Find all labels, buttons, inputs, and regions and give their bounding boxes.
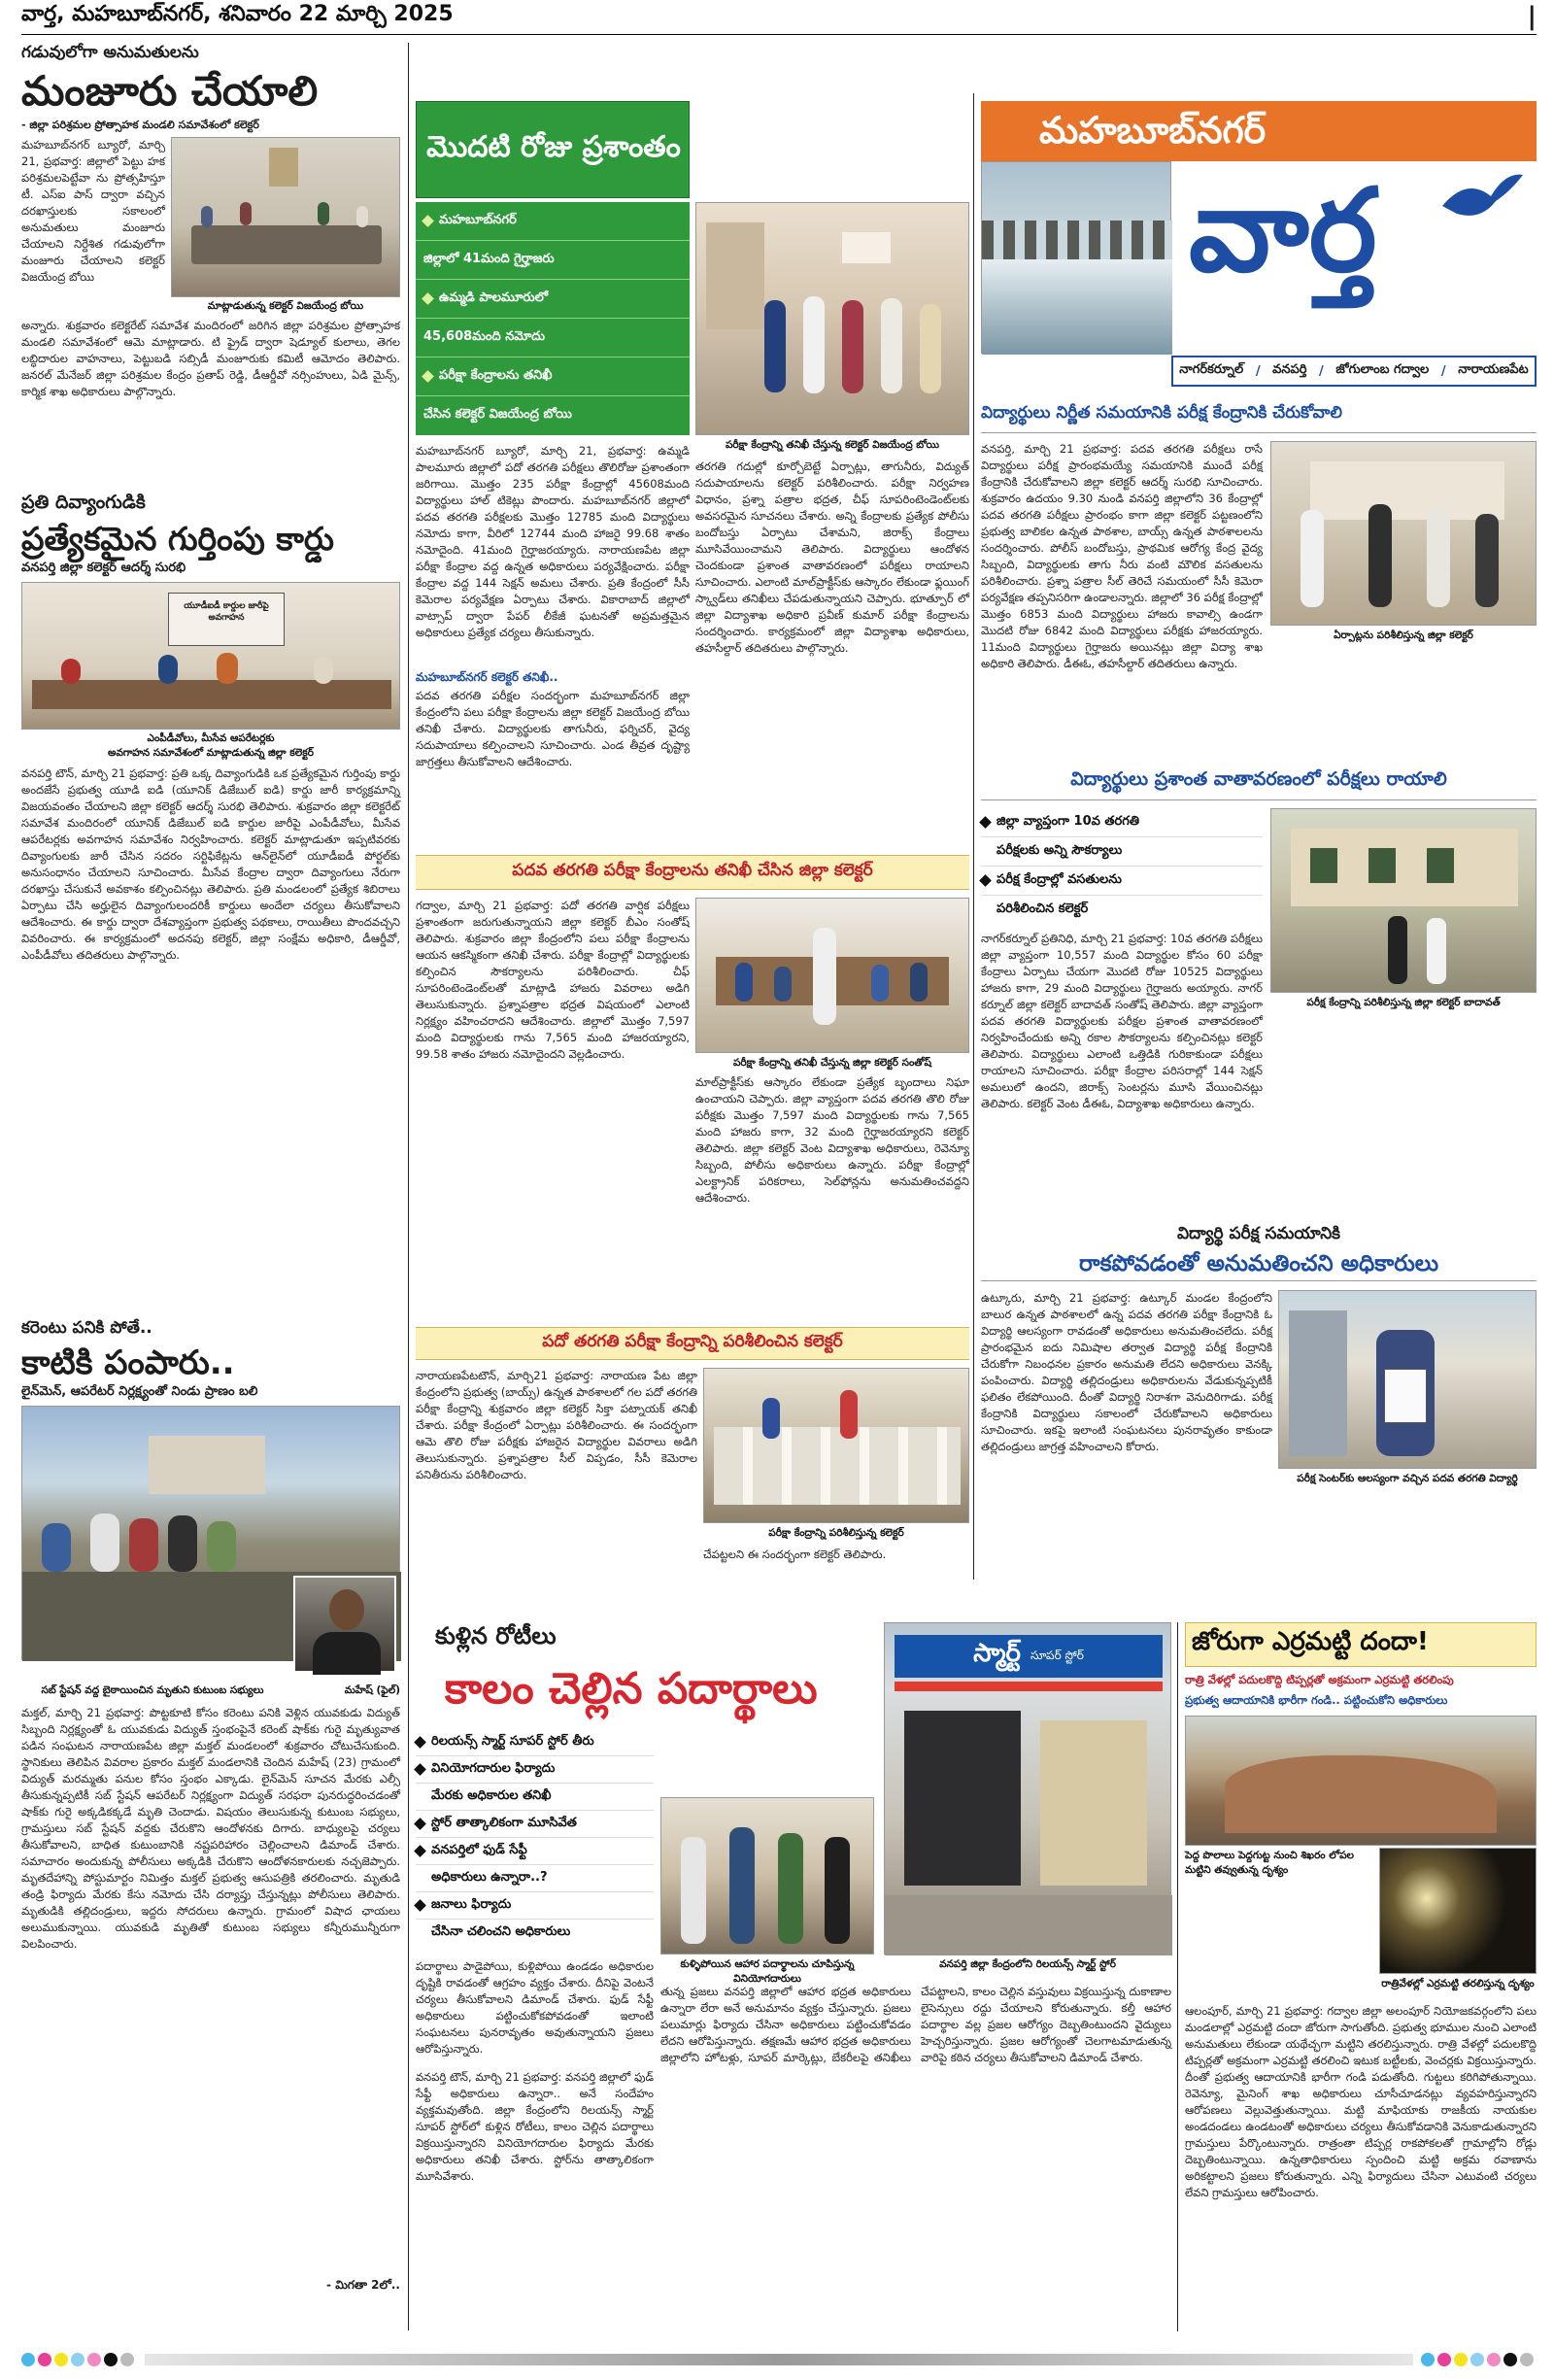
kicker: గడువులోగా అనుమతులను bbox=[21, 43, 199, 62]
subhead: - జిల్లా పరిశ్రమల ప్రోత్సాహక మండలి సమావేశంలో కలెక్టర్ bbox=[21, 119, 259, 131]
article-wanaparthy-exams bbox=[981, 396, 1537, 758]
column-rule bbox=[1177, 1622, 1178, 2331]
inspection-photo bbox=[695, 202, 969, 435]
night-truck-photo bbox=[1379, 1848, 1537, 1974]
district-label: జోగులాంబ గద్వాల bbox=[1335, 362, 1430, 377]
bullet-text: స్టోర్ తాత్కాలికంగా మూసివేత bbox=[431, 1815, 577, 1830]
headline: విద్యార్థులు ప్రశాంత వాతావరణంలో పరీక్షలు రాయాలి bbox=[1070, 768, 1447, 790]
inset-portrait bbox=[293, 1576, 396, 1673]
article-body: అన్నారు. శుక్రవారం కలెక్టరేట్ సమావేశ మందిరంలో జరిగిన జిల్లా పరిశ్రమల ప్రోత్సాహక మండలి సమావేశంలో ఆమె మాట్లాడారు. టి ఫ్రైడ్ ద్వారా షెడ్యూల్ కులాలు, తెగల లబ్ధిదారుల వాహనాలు, పెట్టుబడి సబ్సిడీ మంజూరుకు కమిటీ ఆమోదం తెలిపారు. జనరల్ మేనేజర్ జిల్లా పరిశ్రమల కేంద్రం ప్రతాప్ రెడ్డి, డీఆర్డీవో నర్సింహులు, ఏడి మైన్స్, కార్మిక శాఖ అధికారులు పాల్గొన్నారు. bbox=[21, 319, 404, 398]
inset-caption: మహేష్ (ఫైల్) bbox=[344, 1684, 400, 1696]
bullet-text: చేసినా చలించని అధికారులు bbox=[431, 1924, 571, 1939]
photo-caption: పరీక్ష సెంటర్‌కు ఆలస్యంగా వచ్చిన పదవ తరగతి విద్యార్థి bbox=[1297, 1473, 1518, 1484]
article-body: మహబూబ్‌నగర్ బ్యూరో, మార్చి 21, ప్రభవార్త: జిల్లాలో పెట్టు హక పరిశ్రమలపెట్టేవా ను ప్రోత్సహిస్తూ టీ. ఎస్ఐ పాస్ ద్వారా వచ్చిన దరఖాస్తులకు సకాలంలో అనుమతులు మంజూరు చేయాలని నిర్దేశిత గడువులోగా మంజూరు చేయాలని కలెక్టర్ విజయేంద్ర బోయి bbox=[21, 138, 169, 284]
meeting-photo bbox=[171, 137, 400, 297]
consumers-photo bbox=[660, 1797, 874, 1955]
subhead: రాత్రి వేళల్లో పదులకొద్ది టిప్పర్లతో అక్రమంగా ఎర్రమట్టి తరలింపు bbox=[1185, 1673, 1454, 1686]
photo-caption: పరీక్షా కేంద్రాన్ని పరిశీలిస్తున్న కలెక్టర్ bbox=[768, 1527, 904, 1539]
bullet-text: ఉమ్మడి పాలమూరులో bbox=[439, 289, 548, 305]
headline: మొదటి రోజు ప్రశాంతం bbox=[426, 130, 681, 164]
article-body: మాల్‌ప్రాక్టీస్‌కు ఆస్కారం లేకుండా ప్రత్యేక బృందాలు నిఘా ఉంచాయని చెప్పారు. జిల్లా వ్యాప్తంగా పదవ తరగతి తొలి రోజు పరీక్షకు మొత్తం 7,597 మంది విద్యార్థులకు గాను 7,565 మంది హాజరు కాగా, 32 మంది గైర్హాజరయ్యారని కలెక్టర్ తెలిపారు. జిల్లా కలెక్టర్ వెంట విద్యాశాఖ అధికారులు, రెవెన్యూ సిబ్బంది, పోలీసు అధికారులు ఉన్నారు. పరీక్షా కేంద్రాల్లో ఎలక్ట్రానిక్ పరికరాలు, సెల్‌ఫోన్లను అనుమతించవద్దని ఆదేశించారు. bbox=[695, 1075, 973, 1205]
headline: మంజూరు చేయాలి bbox=[21, 67, 319, 115]
store-sign: సూపర్ స్టోర్ bbox=[1030, 1648, 1084, 1662]
subhead: వనపర్తి జిల్లా కలెక్టర్ ఆదర్శ్ సురభి bbox=[21, 561, 186, 575]
exam-hall-photo bbox=[703, 1368, 969, 1523]
column-rule bbox=[973, 93, 974, 1580]
photo-caption: సబ్ స్టేషన్ వద్ద బైఠాయించిన మృతుని కుటుంబ సభ్యులు bbox=[41, 1684, 264, 1696]
bullet-text: రిలయన్స్ స్మార్ట్ సూపర్ స్టోర్ తీరు bbox=[431, 1733, 594, 1749]
headline-box bbox=[981, 764, 1537, 800]
article-industries bbox=[21, 43, 404, 485]
dam-photo bbox=[981, 161, 1171, 354]
bullet-text: మేరకు అధికారుల తనిఖీ bbox=[431, 1787, 552, 1803]
article-narayanpet bbox=[416, 1327, 969, 1580]
photo-caption: అవగాహన సమావేశంలో మాట్లాడుతున్న జిల్లా కలెక్టర్ bbox=[108, 747, 314, 759]
registration-strip bbox=[21, 2351, 1537, 2368]
article-body: చేపట్టలని ఈ సందర్భంగా కలెక్టర్ తెలిపారు. bbox=[703, 1547, 887, 1561]
article-body: వనపర్తి, మార్చి 21 ప్రభవార్త: పదవ తరగతి పరీక్షలు రాసే విద్యార్థులు పరీక్ష ప్రారంభమయ్యే సమయానికి ముందే పరీక్ష కేంద్రానికి చేరుకోవాలని జిల్లా కలెక్టర్ ఆదర్శ్ సురభి సూచించారు. శుక్రవారం ఉదయం 9.30 నుండి వనపర్తి జిల్లాలోని 36 కేంద్రాల్లో పదవ తరగతి పరీక్షలు ప్రారంభం కాగా జిల్లా కలెక్టర్ పట్టణంలోని ప్రభుత్వ బాలికల ఉన్నత పాఠశాల, బాయ్స్ ఉన్నత పాఠశాలలను సందర్శించారు. పోలీస్ బందోబస్తు, ప్రాథమిక ఆరోగ్య కేంద్ర వైద్య సిబ్బంది, విద్యార్థులకు తాగు నీరు వంటి మౌలిక వసతులను పరిశీలించారు. ప్రశ్నా పత్రాల సీల్ తెరిచే సమయంలో సీసీ కెమెరా పర్యవేక్షణ తప్పనిసరిగా ఉండాలన్నారు. జిల్లాలో 36 పరీక్ష కేంద్రాల్లో మొత్తం 6853 మంది విద్యార్థులు హాజరు కావాల్సి ఉండగా మొదటి రోజు 6842 మంది విద్యార్థులు పరీక్షకు హాజరయ్యారు. 11మంది విద్యార్థులు గైర్హాజరు అయినట్లు జిల్లా విద్యా శాఖ అధికారి తెలిపారు. డీఈఓ, తహసీల్దార్ తదితరులు ఉన్నారు. bbox=[981, 442, 1267, 670]
article-body: వనపర్తి టౌన్, మార్చి 21 ప్రభవార్త: ప్రతి ఒక్క దివ్యాంగుడికి ఒక ప్రత్యేకమైన గుర్తింపు కార్డు అందజేసే ప్రభుత్వ యూడి ఐడి (యూనిక్ డిజేబుల్ ఐడి) కార్డు జారీ కార్యక్రమాన్ని విజయవంతం చేయాలని జిల్లా కలెక్టర్ ఆదర్శ్ సురభి తెలిపారు. శుక్రవారం జిల్లా కలెక్టరేట్ సమావేశ మందిరంలో యూనిక్ డిజేబుల్ ఐడి కార్డుల జారీపై ఎంపీడీవోలు, మీసేవ ఆపరేటర్లకు అవగాహన సమావేశం నిర్వహించారు. కలెక్టర్ మాట్లాడుతూ ఇప్పటివరకు దివ్యాంగులకు జారీ చేసిన సదరం సర్టిఫికేట్లను ఆన్‌లైన్‌లో యూడీఐడీ పోర్టల్‌కు అనుసంధానం చేయాలని సూచించారు. మీసేవ కేంద్రాల ద్వారా దివ్యాంగులు నేరుగా దరఖాస్తు చేసుకునే అవకాశం కల్పించినట్లు తెలిపారు. ప్రతి మండలంలో ప్రత్యేక శిబిరాలు ఏర్పాటు చేసి అర్హులైన దివ్యాంగులందరికీ కార్డులు అందేలా చర్యలు తీసుకోవాలని ఆదేశించారు. ఈ కార్డు ద్వారా దేశవ్యాప్తంగా ప్రభుత్వ పథకాలు, రాయితీలు పొందవచ్చని వివరించారు. ఈ కార్యక్రమంలో అదనపు కలెక్టర్, జిల్లా సంక్షేమ అధికారి, డీఆర్డీవో, ఎంపీడీవోలు తదితరులు పాల్గొన్నారు. bbox=[21, 766, 404, 962]
bullet-text: మహబూబ్‌నగర్ bbox=[439, 212, 517, 227]
store-photo bbox=[884, 1622, 1171, 1955]
article-body-continued bbox=[1270, 649, 1537, 754]
masthead bbox=[981, 101, 1537, 389]
article-udid bbox=[21, 492, 404, 1312]
article-body: తున్న ప్రజలు వనపర్తి జిల్లాలో ఆహార భద్రత అధికారులు ఉన్నారా లేరా అనే అనుమానం వ్యక్తం చేస్తున్నారు. ప్రజలు పలుమార్లు ఫిర్యాదు చేసినా అధికారులు పట్టించుకోవడం లేదని ఆరోపిస్తున్నారు. తక్షణమే ఆహార భద్రత అధికారులు జిల్లాలోని హోటళ్లు, సూపర్ మార్కెట్లు, బేకరీలపై తనిఖీలు చేపట్టాలని, కాలం చెల్లిన వస్తువులు విక్రయిస్తున్న దుకాణాల లైసెన్సులు రద్దు చేయాలని కోరుతున్నారు. కల్తీ ఆహార పదార్థాల వల్ల ప్రజల ఆరోగ్యం దెబ్బతింటుందని వైద్యులు హెచ్చరిస్తున్నారు. ప్రజల ఆరోగ్యంతో చెలగాటమాడుతున్న వారిపై కఠిన చర్యలు తీసుకోవాలని డిమాండ్ చేశారు. bbox=[660, 1985, 1175, 2064]
masthead-city: మహబూబ్‌నగర్ bbox=[1039, 109, 1267, 152]
headline: కాటికి పంపారు.. bbox=[21, 1343, 235, 1382]
inspection-photo bbox=[695, 898, 969, 1053]
photo-caption: పరీక్ష కేంద్రాన్ని పరిశీలిస్తున్న జిల్లా కలెక్టర్ బాదావత్ bbox=[1306, 997, 1501, 1008]
bullet-text: జనాలు ఫిర్యాదు bbox=[431, 1896, 512, 1912]
headline: విద్యార్థులు నిర్ణీత సమయానికి పరీక్ష కేంద్రానికి చేరుకోవాలి bbox=[981, 402, 1342, 423]
headline: రాకపోవడంతో అనుమతించని అధికారులు bbox=[981, 1247, 1537, 1281]
mound-photo bbox=[1185, 1716, 1537, 1846]
headline: పదవ తరగతి పరీక్షా కేంద్రాలను తనిఖీ చేసిన జిల్లా కలెక్టర్ bbox=[512, 861, 873, 880]
store-sign: స్మార్ట్ bbox=[973, 1639, 1021, 1668]
article-reliance bbox=[416, 1622, 1175, 2331]
continued-marker: - మిగతా 2లో.. bbox=[326, 2278, 400, 2292]
article-body: తరగతి గదుల్లో కూర్చోబెట్టే ఏర్పాట్లు, తాగునీరు, విద్యుత్ సదుపాయాలను కలెక్టర్ పరిశీలించారు. పరీక్షా నిర్వహణ విధానం, ప్రశ్నా పత్రాల భద్రత, చీఫ్ సూపరింటెండెంట్‌లకు అవసరమైన సూచనలు చేశారు. అన్ని కేంద్రాలకు ప్రత్యేక పోలీసు బందోబస్తు ఏర్పాటు చేశామని, జిరాక్స్ కేంద్రాలు మూసివేయించామని తెలిపారు. విద్యార్థులు ఆందోళన చెందకుండా ప్రశాంత వాతావరణంలో పరీక్షలు రాయాలని సూచించారు. ఎలాంటి మాల్‌ప్రాక్టీస్‌కు ఆస్కారం లేకుండా ఫ్లయింగ్ స్క్వాడ్‌లు తనిఖీలు చేపడుతున్నాయని చెప్పారు. భూత్పూర్ లో జిల్లా విద్యాశాఖ అధికారి ప్రవీణ్ కుమార్ పరీక్షా కేంద్రాలను సందర్శించారు. కార్యక్రమంలో జిల్లా విద్యాశాఖ అధికారులు, తహసీల్దార్ తదితరులు పాల్గొన్నారు. bbox=[695, 459, 973, 655]
bullet-text: పరీక్షా కేంద్రాలను తనిఖీ bbox=[439, 367, 553, 383]
district-label: నారాయణపేట bbox=[1458, 362, 1529, 377]
subhead: మహబూబ్‌నగర్ కలెక్టర్ తనిఖీ.. bbox=[416, 670, 558, 684]
page-mark: | bbox=[1527, 2, 1537, 31]
headline: ప్రత్యేకమైన గుర్తింపు కార్డు bbox=[21, 520, 334, 558]
photo-caption: కుళ్ళిపోయిన ఆహార పదార్థాలను చూపిస్తున్న వినియోగదారులు bbox=[680, 1958, 855, 1985]
headline-box bbox=[416, 855, 969, 890]
subhead: లైన్‌మెన్, ఆపరేటర్ నిర్లక్ష్యంతో నిండు ప్రాణం బలి bbox=[21, 1384, 258, 1399]
article-late-student bbox=[981, 1224, 1537, 1581]
bullet-text: చేసిన కలెక్టర్ విజయేంద్ర బోయి bbox=[423, 407, 572, 422]
subhead: ప్రభుత్వ ఆదాయానికి భారీగా గండి.. పట్టించుకోని అధికారులు bbox=[1185, 1693, 1448, 1707]
student-photo bbox=[1278, 1290, 1537, 1469]
photo-caption: వనపర్తి జిల్లా కేంద్రంలోని రిలయన్స్ స్మార్ట్ స్టోర్ bbox=[939, 1958, 1116, 1970]
bullet-text: 45,608మంది నమోదు bbox=[423, 328, 545, 344]
photo-caption: పరీక్షా కేంద్రాన్ని తనిఖీ చేస్తున్న జిల్లా కలెక్టర్ సంతోష్ bbox=[732, 1057, 932, 1069]
district-label: నాగర్‌కర్నూల్ bbox=[1179, 362, 1244, 377]
bullet-text: పరీక్షలకు అన్ని సౌకర్యాలు bbox=[997, 842, 1123, 858]
photo-caption: ఏర్పాట్లను పరిశీలిస్తున్న జిల్లా కలెక్టర్ bbox=[1334, 629, 1473, 641]
kicker: ప్రతి దివ్యాంగుడికి bbox=[21, 492, 146, 513]
article-electrocution bbox=[21, 1318, 404, 2334]
article-body: మహబూబ్‌నగర్ బ్యూరో, మార్చి 21, ప్రభవార్త: ఉమ్మడి పాలమూరు జిల్లాలో పదో తరగతి పరీక్షలు తొలిరోజు ప్రశాంతంగా జరిగాయి. మొత్తం 235 పరీక్షా కేంద్రాల్లో 45608మంది విద్యార్థులు హాల్ టికెట్లు పొందారు. మహబూబ్‌నగర్ జిల్లాలో పదవ తరగతి పరీక్షలకు మొత్తం 12785 మంది విద్యార్థులు నమోదు కాగా, వీరిలో 12744 మంది హాజరై 99.68 శాతం నమోదైంది. 41మంది గైర్హాజరయ్యారు. నారాయణపేట జిల్లా పరీక్షా కేంద్రాల వద్ద ఉన్నత అధికారులు పర్యవేక్షించారు. పరీక్షా కేంద్రాల వద్ద 144 సెక్షన్ అమలు చేశారు. ప్రతి కేంద్రంలో సీసీ కెమెరాల పర్యవేక్షణ ఏర్పాటు చేశారు. వికారాబాద్ జిల్లాలో వాట్సాప్ ద్వారా పేపర్ లీకేజీ ఘటనతో అప్రమత్తమైన అధికారులు ప్రత్యేక చర్యలు తీసుకున్నారు. bbox=[416, 444, 693, 639]
photo-caption: పెద్ద పొలాలు పెద్దగుట్ట నుంచి శిఖరం లోపల మట్టిని తవ్వుతున్న దృశ్యం bbox=[1185, 1850, 1354, 1876]
column-rule bbox=[408, 43, 409, 2330]
article-nagarkurnool bbox=[981, 764, 1537, 1218]
bullet-text: వనపర్తిలో ఫుడ్ సేఫ్టీ bbox=[431, 1842, 527, 1857]
corridor-photo bbox=[1270, 441, 1537, 626]
photo-caption: రాత్రివేళల్లో ఎర్రమట్టి తరలిస్తున్న దృశ్యం bbox=[1381, 1978, 1535, 1989]
article-body: మక్తల్, మార్చి 21 ప్రభవార్త: పొట్టకూటి కోసం కరెంటు పనికి వెళ్లిన యువకుడు విద్యుత్ సిబ్బంది నిర్లక్ష్యంతో ఓ యువకుడు విద్యుత్ స్తంభంపైనే కరెంట్ షాక్‌కు గురై మృత్యువాత పడిన సంఘటన నారాయణపేట జిల్లా మక్తల్ మండలంలో శుక్రవారం చోటుచేసుకుంది. స్థానికులు తెలిపిన వివరాల ప్రకారం మక్తల్ మండలానికి చెందిన మహేష్ (23) గ్రామంలో విద్యుత్ మరమ్మతు పనుల కోసం స్తంభం ఎక్కాడు. లైన్‌మెన్ సూచన మేరకు ఎల్సీ తీసుకున్నప్పటికీ సబ్ స్టేషన్ ఆపరేటర్ నిర్లక్ష్యంగా విద్యుత్ సరఫరా పునరుద్ధరించడంతో షాక్‌కు గురై అక్కడికక్కడే మృతి చెందాడు. విషయం తెలుసుకున్న కుటుంబ సభ్యులు, గ్రామస్తులు సబ్ స్టేషన్ వద్దకు చేరుకొని ఆందోళనకు దిగారు. బాధ్యులపై చర్యలు తీసుకోవాలని, బాధిత కుటుంబానికి నష్టపరిహారం చెల్లించాలని డిమాండ్ చేశారు. సమాచారం అందుకున్న పోలీసులు అక్కడికి చేరుకొని ఆందోళనకారులకు నచ్చజెప్పారు. మృతదేహాన్ని పోస్టుమార్టం నిమిత్తం మక్తల్ ప్రభుత్వ ఆసుపత్రికి తరలించారు. మృతుడి తండ్రి ఫిర్యాదు మేరకు కేసు నమోదు చేసి దర్యాప్తు చేస్తున్నట్లు పోలీసులు తెలిపారు. మృతుడికి తల్లిదండ్రులు, ఇద్దరు సోదరులు ఉన్నారు. గ్రామంలో విషాద ఛాయలు అలుముకున్నాయి. యువకుడి మృతితో కుటుంబ సభ్యులు కన్నీరుమున్నీరుగా విలపించారు. bbox=[21, 1706, 404, 1951]
article-red-soil bbox=[1185, 1622, 1540, 2331]
bullet-text: పరిశీలించిన కలెక్టర్ bbox=[997, 901, 1089, 916]
page-header bbox=[21, 4, 1537, 35]
school-photo bbox=[1270, 808, 1537, 993]
article-body: ఉట్కూరు, మార్చి 21 ప్రభవార్త: ఉట్కూర్ మండల కేంద్రంలోని బాలుర ఉన్నత పాఠశాలలో ఉన్న పదవ తరగతి పరీక్షా కేంద్రానికి ఓ విద్యార్థి ఆలస్యంగా రావడంతో అధికారులు అనుమతించలేదు. పరీక్ష ప్రారంభమైన ఐదు నిమిషాల తర్వాత విద్యార్థి పరీక్ష కేంద్రానికి చేరుకోగా నిబంధనల ప్రకారం అనుమతి లేదని అధికారులు వెనక్కి పంపించారు. విద్యార్థి తల్లిదండ్రులు అధికారులను వేడుకున్నప్పటికీ ఫలితం లేకపోయింది. దీంతో విద్యార్థి నిరాశగా వెనుదిరిగాడు. పరీక్ష కేంద్రానికి విద్యార్థులు సకాలంలో చేరుకోవాలని అధికారులు సూచించారు. ఇకపై ఇలాంటి సంఘటనలు పునరావృతం కాకుండా తల్లిదండ్రులు జాగ్రత్త వహించాలని కోరారు. bbox=[981, 1291, 1276, 1453]
article-body: నారాయణపేటటౌన్, మార్చి21 ప్రభవార్త: నారాయణ పేట జిల్లా కేంద్రంలోని ప్రభుత్వ (బాయ్స్) ఉన్నత పాఠశాలలో గల పదో తరగతి పరీక్షా కేంద్రాన్ని శుక్రవారం జిల్లా కలెక్టర్ సిక్తా పట్నాయక్ తనిఖీ చేశారు. పరీక్షా కేంద్రంలో ఏర్పాట్లు పరిశీలించారు. ఈ సందర్భంగా ఆమె తొలి రోజు పరీక్షకు హాజరైన విద్యార్థుల వివరాలు అడిగి తెలుసుకున్నారు. ప్రశ్నాపత్రాల సీల్ విప్పడం, సీసీ కెమెరాల పనితీరును పరిశీలించారు. bbox=[416, 1369, 701, 1481]
headline: జోరుగా ఎర్రమట్టి దందా! bbox=[1185, 1622, 1537, 1667]
headline: పదో తరగతి పరీక్షా కేంద్రాన్ని పరిశీలించిన కలెక్టర్ bbox=[542, 1332, 843, 1351]
photo-caption: మాట్లాడుతున్న కలెక్టర్ విజయేంద్ర బోయి bbox=[207, 300, 364, 312]
district-strip: నాగర్‌కర్నూల్ / వనపర్తి / జోగులాంబ గద్వాల / నారాయణపేట bbox=[1171, 356, 1537, 387]
article-body: గద్వాల, మార్చి 21 ప్రభవార్త: పదో తరగతి వార్షిక పరీక్షలు ప్రశాంతంగా జరుగుతున్నాయని జిల్లా కలెక్టర్ బీఎం సంతోష్ తెలిపారు. శుక్రవారం జిల్లా కేంద్రంలోని పలు పరీక్షా కేంద్రాలను ఆయన ఆకస్మికంగా తనిఖీ చేశారు. పరీక్షా కేంద్రాల్లో విద్యార్థులకు కల్పించిన సౌకర్యాలను పరిశీలించారు. చీఫ్ సూపరింటెండెంట్‌లతో మాట్లాడి హాజరు వివరాలు అడిగి తెలుసుకున్నారు. ప్రశ్నాపత్రాల భద్రత విషయంలో ఎలాంటి నిర్లక్ష్యం వహించరాదని ఆదేశించారు. జిల్లాలో మొత్తం 7,597 మంది విద్యార్థులకు గాను 7,565 మంది హాజరయ్యారని, 99.58 శాతం హాజరు నమోదైందని వెల్లడించారు. bbox=[416, 899, 693, 1061]
header-dateline: వార్త, మహబూబ్‌నగర్, శనివారం 22 మార్చి 2025 bbox=[21, 2, 454, 26]
headline: కాలం చెల్లిన పదార్థాలు bbox=[445, 1664, 818, 1714]
article-body: పదార్థాలు పాడైపోయి, కుళ్లిపోయి ఉండడం అధికారుల దృష్టికి రావడంతో ఆగ్రహం వ్యక్తం చేశారు. దీనిపై వెంటనే చర్యలు తీసుకోవాలని డిమాండ్ చేశారు. ఫుడ్ సేఫ్టీ అధికారులు పట్టించుకోకపోవడంతో ఇలాంటి సంఘటనలు పునరావృతం అవుతున్నాయని ప్రజలు ఆరోపిస్తున్నారు. bbox=[416, 1959, 658, 2056]
kicker: కరెంటు పనికి పోతే.. bbox=[21, 1318, 152, 1338]
article-body: నాగర్‌కర్నూల్ ప్రతినిధి, మార్చి 21 ప్రభవార్త: 10వ తరగతి పరీక్షలు జిల్లా వ్యాప్తంగా 10,557 మంది విద్యార్థుల కోసం 60 పరీక్షా కేంద్రాలు ఏర్పాటు చేయగా మొదటి రోజు 10525 విద్యార్థులు హాజరు కాగా, 29 మంది విద్యార్థులు గైర్హాజరు అయ్యారు. నాగర్ కర్నూల్ జిల్లా కలెక్టర్ బాదావత్ సంతోష్ తెలిపారు. జిల్లా వ్యాప్తంగా పదవ తరగతి విద్యార్థులకు పరీక్షల ప్రశాంత వాతావరణంలో నిర్వహించేందుకు అన్ని రకాల సౌకర్యాలను కల్పించినట్లు కలెక్టర్ తెలిపారు. విద్యార్థులు ఎలాంటి ఒత్తిడికి గురికాకుండా పరీక్షలు రాయాలని సూచించారు. పరీక్షా కేంద్రాల పరిసరాల్లో 144 సెక్షన్ అమలులో ఉందని, జిరాక్స్ సెంటర్లను మూసి వేయించినట్లు తెలిపారు. కలెక్టర్ వెంట డీఈఓ, విద్యాశాఖ అధికారులు ఉన్నారు. bbox=[981, 932, 1267, 1110]
photo-caption: పరీక్షా కేంద్రాన్ని తనిఖీ చేస్తున్న కలెక్టర్ విజయేంద్ర బోయి bbox=[725, 439, 940, 451]
lead-story bbox=[416, 101, 973, 849]
banner: యూడీఐడీ కార్డుల జారీపై అవగాహన bbox=[168, 593, 285, 646]
headline-box bbox=[416, 1327, 969, 1360]
article-body: పదవ తరగతి పరీక్షల సందర్భంగా మహబూబ్‌నగర్ జిల్లా కేంద్రంలోని పలు పరీక్షా కేంద్రాలను జిల్లా కలెక్టర్ విజయేంద్ర బోయి తనిఖీ చేశారు. విద్యార్థులకు తాగునీరు, ఫర్నిచర్, వైద్య సదుపాయాలు కల్పించాలని సూచించారు. ఎండ తీవ్రత దృష్ట్యా జాగ్రత్తలు తీసుకోవాలని ఆదేశించారు. bbox=[416, 689, 693, 768]
article-gadwal bbox=[416, 855, 973, 1321]
headline-box bbox=[981, 396, 1537, 433]
dove-icon bbox=[1437, 167, 1525, 225]
bullet-text: జిల్లాలో 41మంది గైర్హాజరు bbox=[423, 251, 555, 266]
bullet-text: అధికారులు ఉన్నారా..? bbox=[431, 1869, 548, 1885]
district-label: వనపర్తి bbox=[1272, 362, 1307, 377]
bullet-text: పరీక్ష కేంద్రాల్లో వసతులను bbox=[997, 871, 1122, 887]
article-body: ఆలంపూర్, మార్చి 21 ప్రభవార్త: గద్వాల జిల్లా అలంపూర్ నియోజకవర్గంలోని పలు మండలాల్లో ఎర్రమట్టి దందా జోరుగా సాగుతోంది. ప్రభుత్వ భూముల నుంచి ఎలాంటి అనుమతులు లేకుండా యథేచ్ఛగా మట్టిని తరలిస్తున్నారు. రాత్రి వేళల్లో పదులకొద్ది టిప్పర్లతో అక్రమంగా ఎర్రమట్టి తరలించి ఇటుక బట్టీలకు, వెంచర్లకు విక్రయిస్తున్నారు. దీంతో ప్రభుత్వ ఆదాయానికి భారీగా గండి పడుతోంది. గుట్టలు కరిగిపోతున్నాయి. రెవెన్యూ, మైనింగ్ శాఖ అధికారులు చూసీచూడనట్లు వ్యవహరిస్తున్నారని ఆరోపణలు వెల్లువెత్తుతున్నాయి. మట్టి మాఫియాకు రాజకీయ నాయకుల అండదండలు ఉండటంతో అధికారులు చర్యలు తీసుకోవడానికి వెనుకాడుతున్నారని గ్రామస్తులు పేర్కొంటున్నారు. రాత్రంతా టిప్పర్ల రాకపోకలతో గ్రామాల్లోని రోడ్లు దెబ్బతింటున్నాయి. ఉన్నతాధికారులు స్పందించి మట్టి అక్రమ రవాణాను అరికట్టాలని ప్రజలు కోరుతున్నారు. ఎన్ని ఫిర్యాదులు చేసినా ఎటువంటి చర్యలు లేవని గ్రామస్తులు ఆరోపించారు. bbox=[1185, 2004, 1540, 2199]
bullet-text: జిల్లా వ్యాప్తంగా 10వ తరగతి bbox=[997, 813, 1139, 829]
meeting-photo bbox=[21, 582, 400, 730]
kicker: విద్యార్థి పరీక్ష సమయానికి bbox=[1176, 1224, 1341, 1243]
masthead-word: వార్త bbox=[1189, 163, 1377, 297]
article-body: వనపర్తి టౌన్, మార్చి 21 ప్రభవార్త: వనపర్తి జిల్లాలో ఫుడ్ సేఫ్టీ అధికారులు ఉన్నారా.. అనే సందేహం వ్యక్తమవుతోంది. జిల్లా కేంద్రంలోని రిలయన్స్ స్మార్ట్ సూపర్ స్టోర్‌లో కుళ్లిన రోటీలు, కాలం చెల్లిన పదార్థాలు విక్రయిస్తున్నారని వినియోగదారుల ఫిర్యాదు మేరకు అధికారులు తనిఖీ చేశారు. స్టోర్‌ను తాత్కాలికంగా మూసివేశారు. bbox=[416, 2070, 658, 2183]
photo-caption: ఎంపీడీవోలు, మీసేవ ఆపరేటర్లకు bbox=[147, 732, 275, 744]
bullet-text: వినియోగదారుల ఫిర్యాదు bbox=[431, 1760, 556, 1776]
kicker: కుళ్లిన రోటీలు bbox=[435, 1622, 557, 1649]
